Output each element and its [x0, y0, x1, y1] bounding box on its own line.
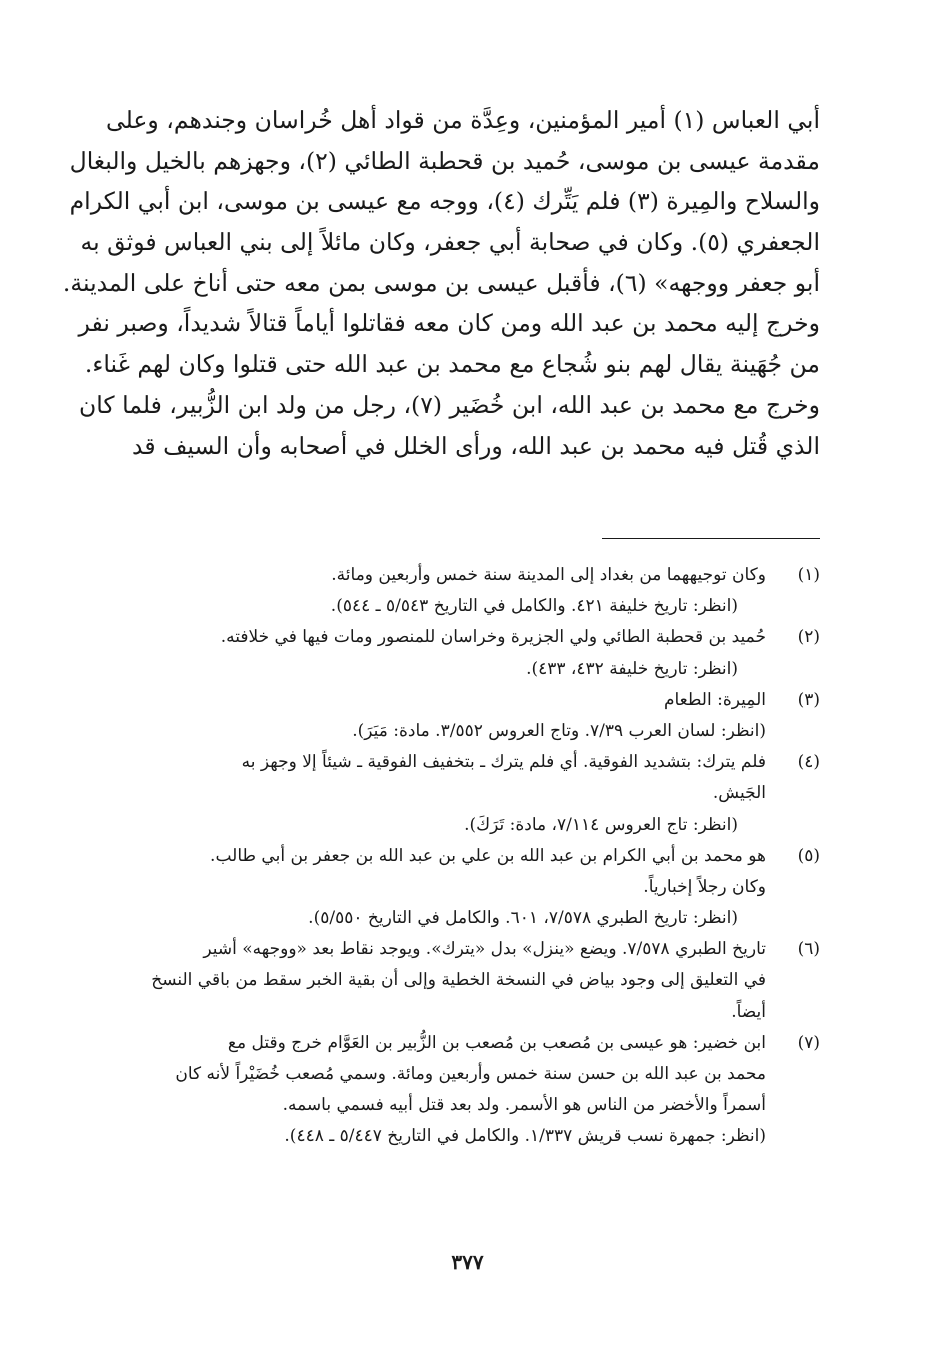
main-text-line: أبو جعفر ووجهه» (٦)، فأقبل عيسى بن موسى بمن معه حتى أناخ على المدينة.: [62, 268, 820, 297]
main-text-line: والسلاح والمِيرة (٣) فلم يَتِّرك (٤)، ووجه مع عيسى بن موسى، ابن أبي الكرام: [69, 187, 820, 216]
footnote-text: الجَيش.: [712, 783, 766, 804]
footnote-separator: [602, 538, 820, 539]
main-text-line: الذي قُتل فيه محمد بن عبد الله، ورأى الخلل في أصحابه وأن السيف قد: [132, 431, 820, 460]
footnote-1: [132, 560, 820, 622]
footnotes: [132, 560, 820, 1153]
footnote-6: [132, 934, 820, 1028]
main-text: [62, 100, 820, 466]
footnote-number: (٥): [797, 845, 820, 866]
footnote-2: [132, 622, 820, 684]
footnote-5: [132, 841, 820, 935]
footnote-text: ابن خضير: هو عيسى بن مُصعب بن مُصعب بن الزُّبير بن العَوَّام خرج وقتل مع: [227, 1032, 766, 1053]
footnote-text: محمد بن عبد الله بن حسن سنة خمس وأربعين ومائة. وسمي مُصعب خُضَيْراً لأنه كان: [175, 1064, 766, 1084]
footnote-number: (٢): [797, 627, 820, 648]
footnote-text: وكان توجيههما من بغداد إلى المدينة سنة خمس وأربعين ومائة.: [331, 565, 766, 585]
footnote-reference: (انظر: تاريخ الطبري ٧/٥٧٨، ٦٠١. والكامل في التاريخ ٥/٥٥٠).: [308, 908, 738, 929]
main-text-line: الجعفري (٥). وكان في صحابة أبي جعفر، وكان مائلاً إلى بني العباس فوثق به: [80, 228, 820, 257]
footnote-7: [132, 1028, 820, 1153]
footnote-reference: (انظر: تاريخ خليفة ٤٢١. والكامل في التاريخ ٥/٥٤٣ ـ ٥٤٤).: [330, 596, 738, 617]
footnote-text: أسمراً والأخضر من الناس هو الأسمر. ولد بعد قتل أبيه فسمي باسمه.: [282, 1095, 766, 1116]
main-text-line: مقدمة عيسى بن موسى، حُميد بن قحطبة الطائي (٢)، وجهزهم بالخيل والبغال: [69, 146, 820, 175]
footnote-number: (١): [797, 565, 820, 585]
footnote-reference: (انظر: جمهرة نسب قريش ١/٣٣٧. والكامل في التاريخ ٥/٤٤٧ ـ ٤٤٨).: [284, 1126, 766, 1147]
footnote-text: في التعليق إلى وجود بياض في النسخة الخطية وإلى أن بقية الخبر سقط من باقي النسخ: [151, 970, 766, 991]
main-text-line: أبي العباس (١) أمير المؤمنين، وعِدَّة من قواد أهل خُراسان وجندهم، وعلى: [106, 106, 820, 134]
main-text-line: من جُهَينة يقال لهم بنو شُجاع مع محمد بن عبد الله حتى قتلوا وكان لهم غَناء.: [84, 350, 820, 379]
footnote-3: [132, 685, 820, 747]
footnote-text: المِيرة: الطعام: [663, 689, 766, 710]
footnote-number: (٦): [797, 939, 820, 960]
footnote-text: تاريخ الطبري ٧/٥٧٨. ويضع «ينزل» بدل «يترك». ويوجد نقاط بعد «ووجهه» أشير: [203, 939, 766, 960]
footnote-number: (٧): [797, 1032, 820, 1053]
footnote-text: فلم يترك: بتشديد الفوقية. أي فلم يترك ـ بتخفيف الفوقية ـ شيئاً إلا وجهز به: [241, 752, 766, 773]
footnote-text: حُميد بن قحطبة الطائي ولي الجزيرة وخراسان للمنصور ومات فيها في خلافته.: [220, 627, 766, 648]
footnote-text: أيضاً.: [731, 1001, 766, 1022]
main-text-line: وخرج إليه محمد بن عبد الله ومن كان معه فقاتلوا أياماً قتالاً شديداً، وصبر نفر: [78, 309, 820, 338]
footnote-reference: (انظر: تاريخ خليفة ٤٣٢، ٤٣٣).: [526, 658, 738, 679]
footnote-reference: (انظر: تاج العروس ٧/١١٤، مادة: تَرَكَ).: [464, 814, 738, 835]
footnote-text: وكان رجلاً إخبارياً.: [643, 876, 766, 897]
footnote-number: (٣): [797, 689, 820, 710]
main-text-line: وخرج مع محمد بن عبد الله، ابن خُضَير (٧)، رجل من ولد ابن الزُّبير، فلما كان: [79, 390, 820, 419]
page-number: ٣٧٧: [451, 1250, 484, 1274]
footnote-number: (٤): [797, 752, 820, 773]
footnote-reference: (انظر: لسان العرب ٧/٣٩. وتاج العروس ٣/٥٥٢. مادة: مَيَرَ).: [352, 720, 766, 741]
footnote-4: [132, 747, 820, 841]
footnote-text: هو محمد بن أبي الكرام بن عبد الله بن علي بن عبد الله بن جعفر بن أبي طالب.: [210, 845, 766, 866]
